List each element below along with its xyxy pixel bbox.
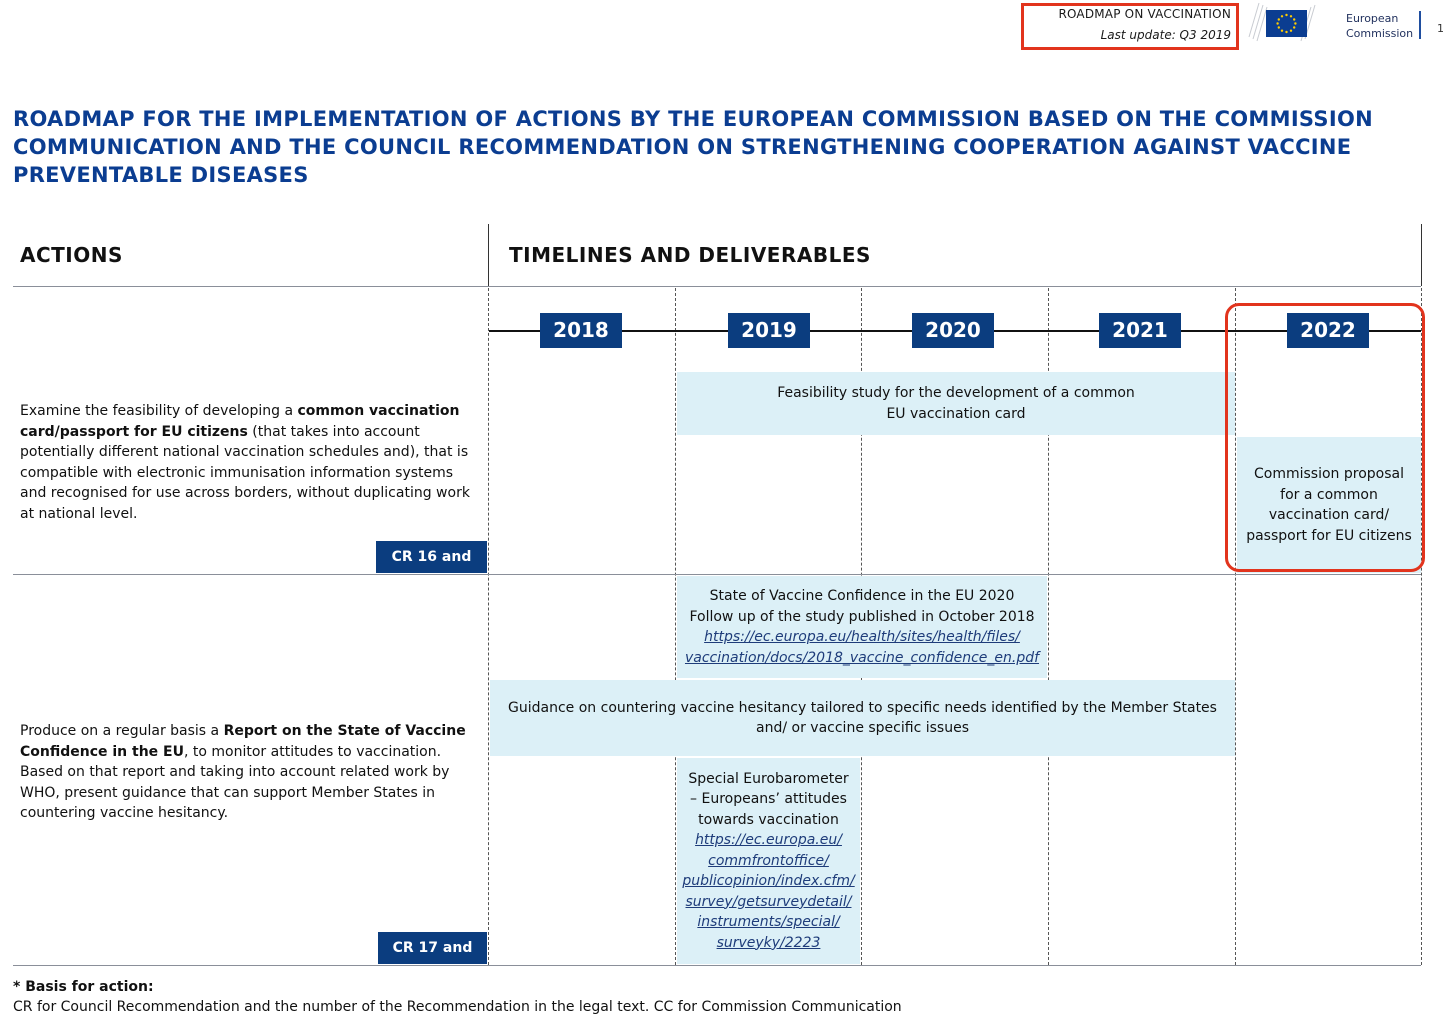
document-label: ROADMAP ON VACCINATION bbox=[1058, 7, 1231, 21]
deliverable-guidance: Guidance on countering vaccine hesitancy tailored to specific needs identified by the Member States and/ or vaccine specific issues bbox=[490, 680, 1235, 756]
logo-text bbox=[1346, 11, 1413, 41]
page-title: ROADMAP FOR THE IMPLEMENTATION OF ACTIONS BY THE EUROPEAN COMMISSION BASED ON THE COMMISSION COMMUNICATION AND THE COUNCIL RECOMMENDATION ON STRENGTHENING COOPERATION AGAINST VACCINE PREVENTABLE DISEASES bbox=[13, 107, 1373, 187]
year-2019: 2019 bbox=[728, 313, 810, 348]
deliverable-vaccine-confidence: State of Vaccine Confidence in the EU 2020 Follow up of the study published in October 2018 https://ec.europa.eu/health/sites/health/files/ vaccination/docs/2018_vaccine_confidence_en.pdf bbox=[677, 576, 1047, 678]
column-divider bbox=[675, 288, 676, 965]
confidence-link[interactable]: https://ec.europa.eu/health/sites/health/files/ bbox=[704, 629, 1020, 645]
year-2018: 2018 bbox=[540, 313, 622, 348]
table-bottom-rule bbox=[13, 965, 1421, 966]
eurobarometer-link[interactable]: instruments/special/ bbox=[697, 914, 840, 931]
action-1-bold: common vaccination card/passport for EU citizens bbox=[20, 403, 460, 440]
logo-text-line2: Commission bbox=[1346, 27, 1414, 40]
eurobarometer-link[interactable]: commfrontoffice/ bbox=[708, 852, 829, 869]
actions-heading: ACTIONS bbox=[20, 243, 123, 267]
deliverable-feasibility-study: Feasibility study for the development of a common EU vaccination card bbox=[677, 372, 1235, 435]
column-divider bbox=[488, 288, 489, 965]
eurobarometer-link[interactable]: surveyky/2223 bbox=[716, 934, 821, 951]
year-2020: 2020 bbox=[912, 313, 994, 348]
logo-divider bbox=[1419, 11, 1421, 39]
highlight-2022-box bbox=[1225, 303, 1425, 572]
footnote-text: CR for Council Recommendation and the number of the Recommendation in the legal text. CC for Commission Communication bbox=[13, 999, 902, 1015]
basis-badge: CR 17 and CC bbox=[378, 932, 487, 964]
eu-flag-icon bbox=[1247, 1, 1317, 43]
year-2022: 2022 bbox=[1287, 313, 1369, 348]
timelines-heading: TIMELINES AND DELIVERABLES bbox=[509, 243, 871, 267]
footnote-title: * Basis for action: bbox=[13, 979, 154, 995]
confidence-link[interactable]: vaccination/docs/2018_vaccine_confidence_en.pdf bbox=[684, 649, 1040, 666]
deliverable-eurobarometer: Special Eurobarometer – Europeans’ attitudes towards vaccination https://ec.europa.eu/ commfrontoffice/ publicopinion/index.cfm/ survey/getsurveydetail/ instruments/special/ surveyky/2223 bbox=[677, 758, 860, 964]
eurobarometer-link[interactable]: survey/getsurveydetail/ bbox=[685, 893, 852, 910]
eurobarometer-link[interactable]: publicopinion/index.cfm/ bbox=[682, 873, 855, 890]
action-2-text: Produce on a regular basis a Report on the State of Vaccine Confidence in the EU, to monitor attitudes to vaccination. Based on that report and taking into account related work by WHO, present guidance that can support Member States in countering vaccine hesitancy. bbox=[20, 723, 466, 821]
logo-text-line1: European bbox=[1346, 12, 1399, 25]
eurobarometer-link[interactable]: https://ec.europa.eu/ bbox=[695, 832, 842, 849]
basis-badge: CR 16 and CC* bbox=[376, 541, 487, 573]
last-update: Last update: Q3 2019 bbox=[1100, 28, 1231, 42]
header-right-edge bbox=[1421, 224, 1422, 286]
header-rule bbox=[13, 286, 1421, 287]
year-2021: 2021 bbox=[1099, 313, 1181, 348]
action-1-text: Examine the feasibility of developing a common vaccination card/passport for EU citizens (that takes into account potentially different national vaccination schedules and), that is compatible with electronic immunisation information systems and recognised for use across borders, without duplicating work at national level. bbox=[20, 403, 470, 522]
deliverable-commission-proposal: Commission proposal for a common vaccination card/ passport for EU citizens bbox=[1237, 437, 1421, 573]
header-divider bbox=[488, 224, 489, 286]
action-2-bold: Report on the State of Vaccine Confidence in the EU bbox=[20, 723, 466, 760]
eu-logo bbox=[1247, 1, 1317, 43]
page-number: 1 bbox=[1437, 22, 1444, 35]
row-rule bbox=[13, 574, 1421, 575]
